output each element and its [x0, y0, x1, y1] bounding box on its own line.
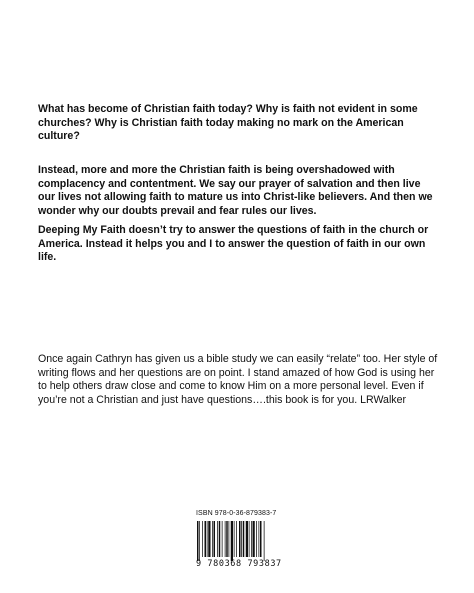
- cover-paragraph-1: What has become of Christian faith today? Why is faith not evident in some churches? Why is Christian faith today making no mark on the American culture?: [38, 103, 418, 143]
- barcode-digits: 9 780368 793837: [196, 559, 282, 569]
- cover-paragraph-2: Instead, more and more the Christian faith is being overshadowed with complacency and contentment. We say our prayer of salvation and then live our lives not allowing faith to mature us into Christ-like believers. And then we wonder why our doubts prevail and fear rules our lives.: [38, 164, 433, 217]
- isbn-label: ISBN 978-0-36-879383-7: [196, 510, 277, 517]
- barcode-icon: [196, 521, 282, 561]
- endorsement-review: Once again Cathryn has given us a bible study we can easily “relate” too. Her style of writing flows and her questions are on point. I stand amazed of how God is using her to help others draw close and come to know Him on a more personal level. Even if you’re not a Christian and just have questions….this book is for you. LRWalker: [38, 353, 438, 406]
- cover-paragraph-3: Deeping My Faith doesn’t try to answer the questions of faith in the church or America. Instead it helps you and I to answer the question of faith in our own life.: [38, 224, 429, 264]
- isbn-barcode-block: [196, 510, 282, 569]
